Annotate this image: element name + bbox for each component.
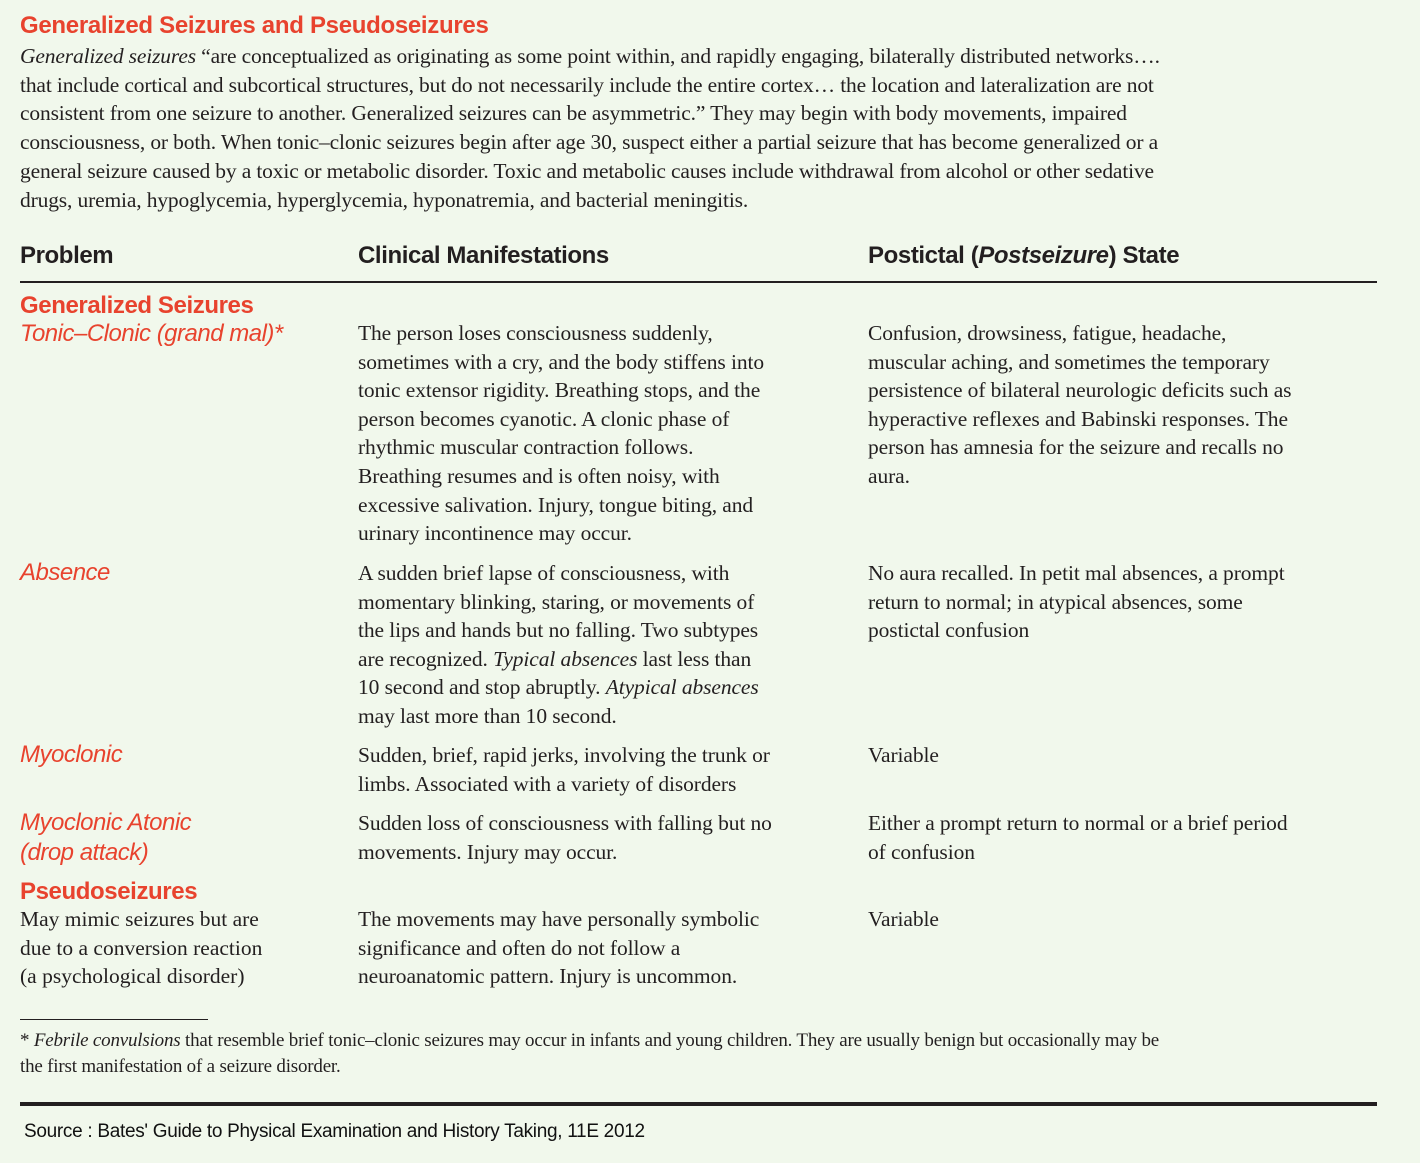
intro-paragraph <box>20 42 1377 214</box>
intro-line: consistent from one seizure to another. Generalized seizures can be asymmetric.” They may begin with body movements, impaired <box>20 101 1127 126</box>
clinical-myoclonic-atonic: Sudden loss of consciousness with falling but no movements. Injury may occur. <box>358 811 772 864</box>
bottom-divider <box>20 1102 1377 1106</box>
intro-line: drugs, uremia, hypoglycemia, hyperglycemia, hyponatremia, and bacterial meningitis. <box>20 187 749 212</box>
postictal-tonic-clonic: Confusion, drowsiness, fatigue, headache, muscular aching, and sometimes the temporary persistence of bilateral neurologic deficits such as hyperactive reflexes and Babinski responses. The person has amnesia for the seizure and recalls no aura. <box>868 321 1292 488</box>
clinical-myoclonic: Sudden, brief, rapid jerks, involving the trunk or limbs. Associated with a variety of disorders <box>358 743 770 796</box>
clinical-pseudoseizures: The movements may have personally symbolic significance and often do not follow a neuroanatomic pattern. Injury is uncommon. <box>358 907 760 989</box>
header-divider <box>20 281 1377 283</box>
footnote: * Febrile convulsions that resemble brief tonic–clonic seizures may occur in infants and young children. They are usually benign but occasionally may be the first manifestation of a seizure disorder. <box>20 1030 1159 1077</box>
intro-line: consciousness, or both. When tonic–clonic seizures begin after age 30, suspect either a partial seizure that has become generalized or a <box>20 130 1158 155</box>
column-header-clinical: Clinical Manifestations <box>358 242 609 269</box>
footnote-divider <box>20 1019 208 1020</box>
section-heading-pseudoseizures: Pseudoseizures <box>20 878 198 905</box>
clinical-absence: A sudden brief lapse of consciousness, with momentary blinking, staring, or movements of the lips and hands but no falling. Two subtypes are recognized. Typical absences last less than 10 second and stop abruptly. Atypical absences may last more than 10 second. <box>358 561 759 728</box>
problem-tonic-clonic: Tonic–Clonic (grand mal)* <box>20 320 283 347</box>
problem-myoclonic-atonic: Myoclonic Atonic (drop attack) <box>20 809 192 866</box>
postictal-absence: No aura recalled. In petit mal absences, a prompt return to normal; in atypical absences, some postictal confusion <box>868 561 1285 643</box>
intro-line: Generalized seizures “are conceptualized as originating as some point within, and rapidly engaging, bilaterally distributed networks…. <box>20 44 1160 68</box>
intro-line: that include cortical and subcortical structures, but do not necessarily include the entire cortex… the location and lateralization are not <box>20 72 1154 97</box>
page-title: Generalized Seizures and Pseudoseizures <box>20 12 489 39</box>
problem-absence: Absence <box>20 559 110 586</box>
intro-line: general seizure caused by a toxic or metabolic disorder. Toxic and metabolic causes include withdrawal from alcohol or other sedative <box>20 158 1154 183</box>
column-header-postictal: Postictal (Postseizure) State <box>868 242 1180 269</box>
postictal-myoclonic: Variable <box>868 743 939 767</box>
column-header-problem: Problem <box>20 242 114 269</box>
intro-lead-italic: Generalized seizures <box>20 44 196 68</box>
clinical-tonic-clonic: The person loses consciousness suddenly, sometimes with a cry, and the body stiffens into tonic extensor rigidity. Breathing stops, and the person becomes cyanotic. A clonic phase of rhythmic muscular contraction follows. Breathing resumes and is often noisy, with excessive salivation. Injury, tongue biting, and urinary incontinence may occur. <box>358 321 765 546</box>
problem-pseudoseizures: May mimic seizures but are due to a conversion reaction (a psychological disorder) <box>20 907 263 989</box>
problem-myoclonic: Myoclonic <box>20 741 123 768</box>
postictal-pseudoseizures: Variable <box>868 907 939 931</box>
postictal-myoclonic-atonic: Either a prompt return to normal or a brief period of confusion <box>868 811 1288 864</box>
section-heading-generalized: Generalized Seizures <box>20 292 254 319</box>
source-citation: Source : Bates' Guide to Physical Examination and History Taking, 11E 2012 <box>24 1121 645 1142</box>
